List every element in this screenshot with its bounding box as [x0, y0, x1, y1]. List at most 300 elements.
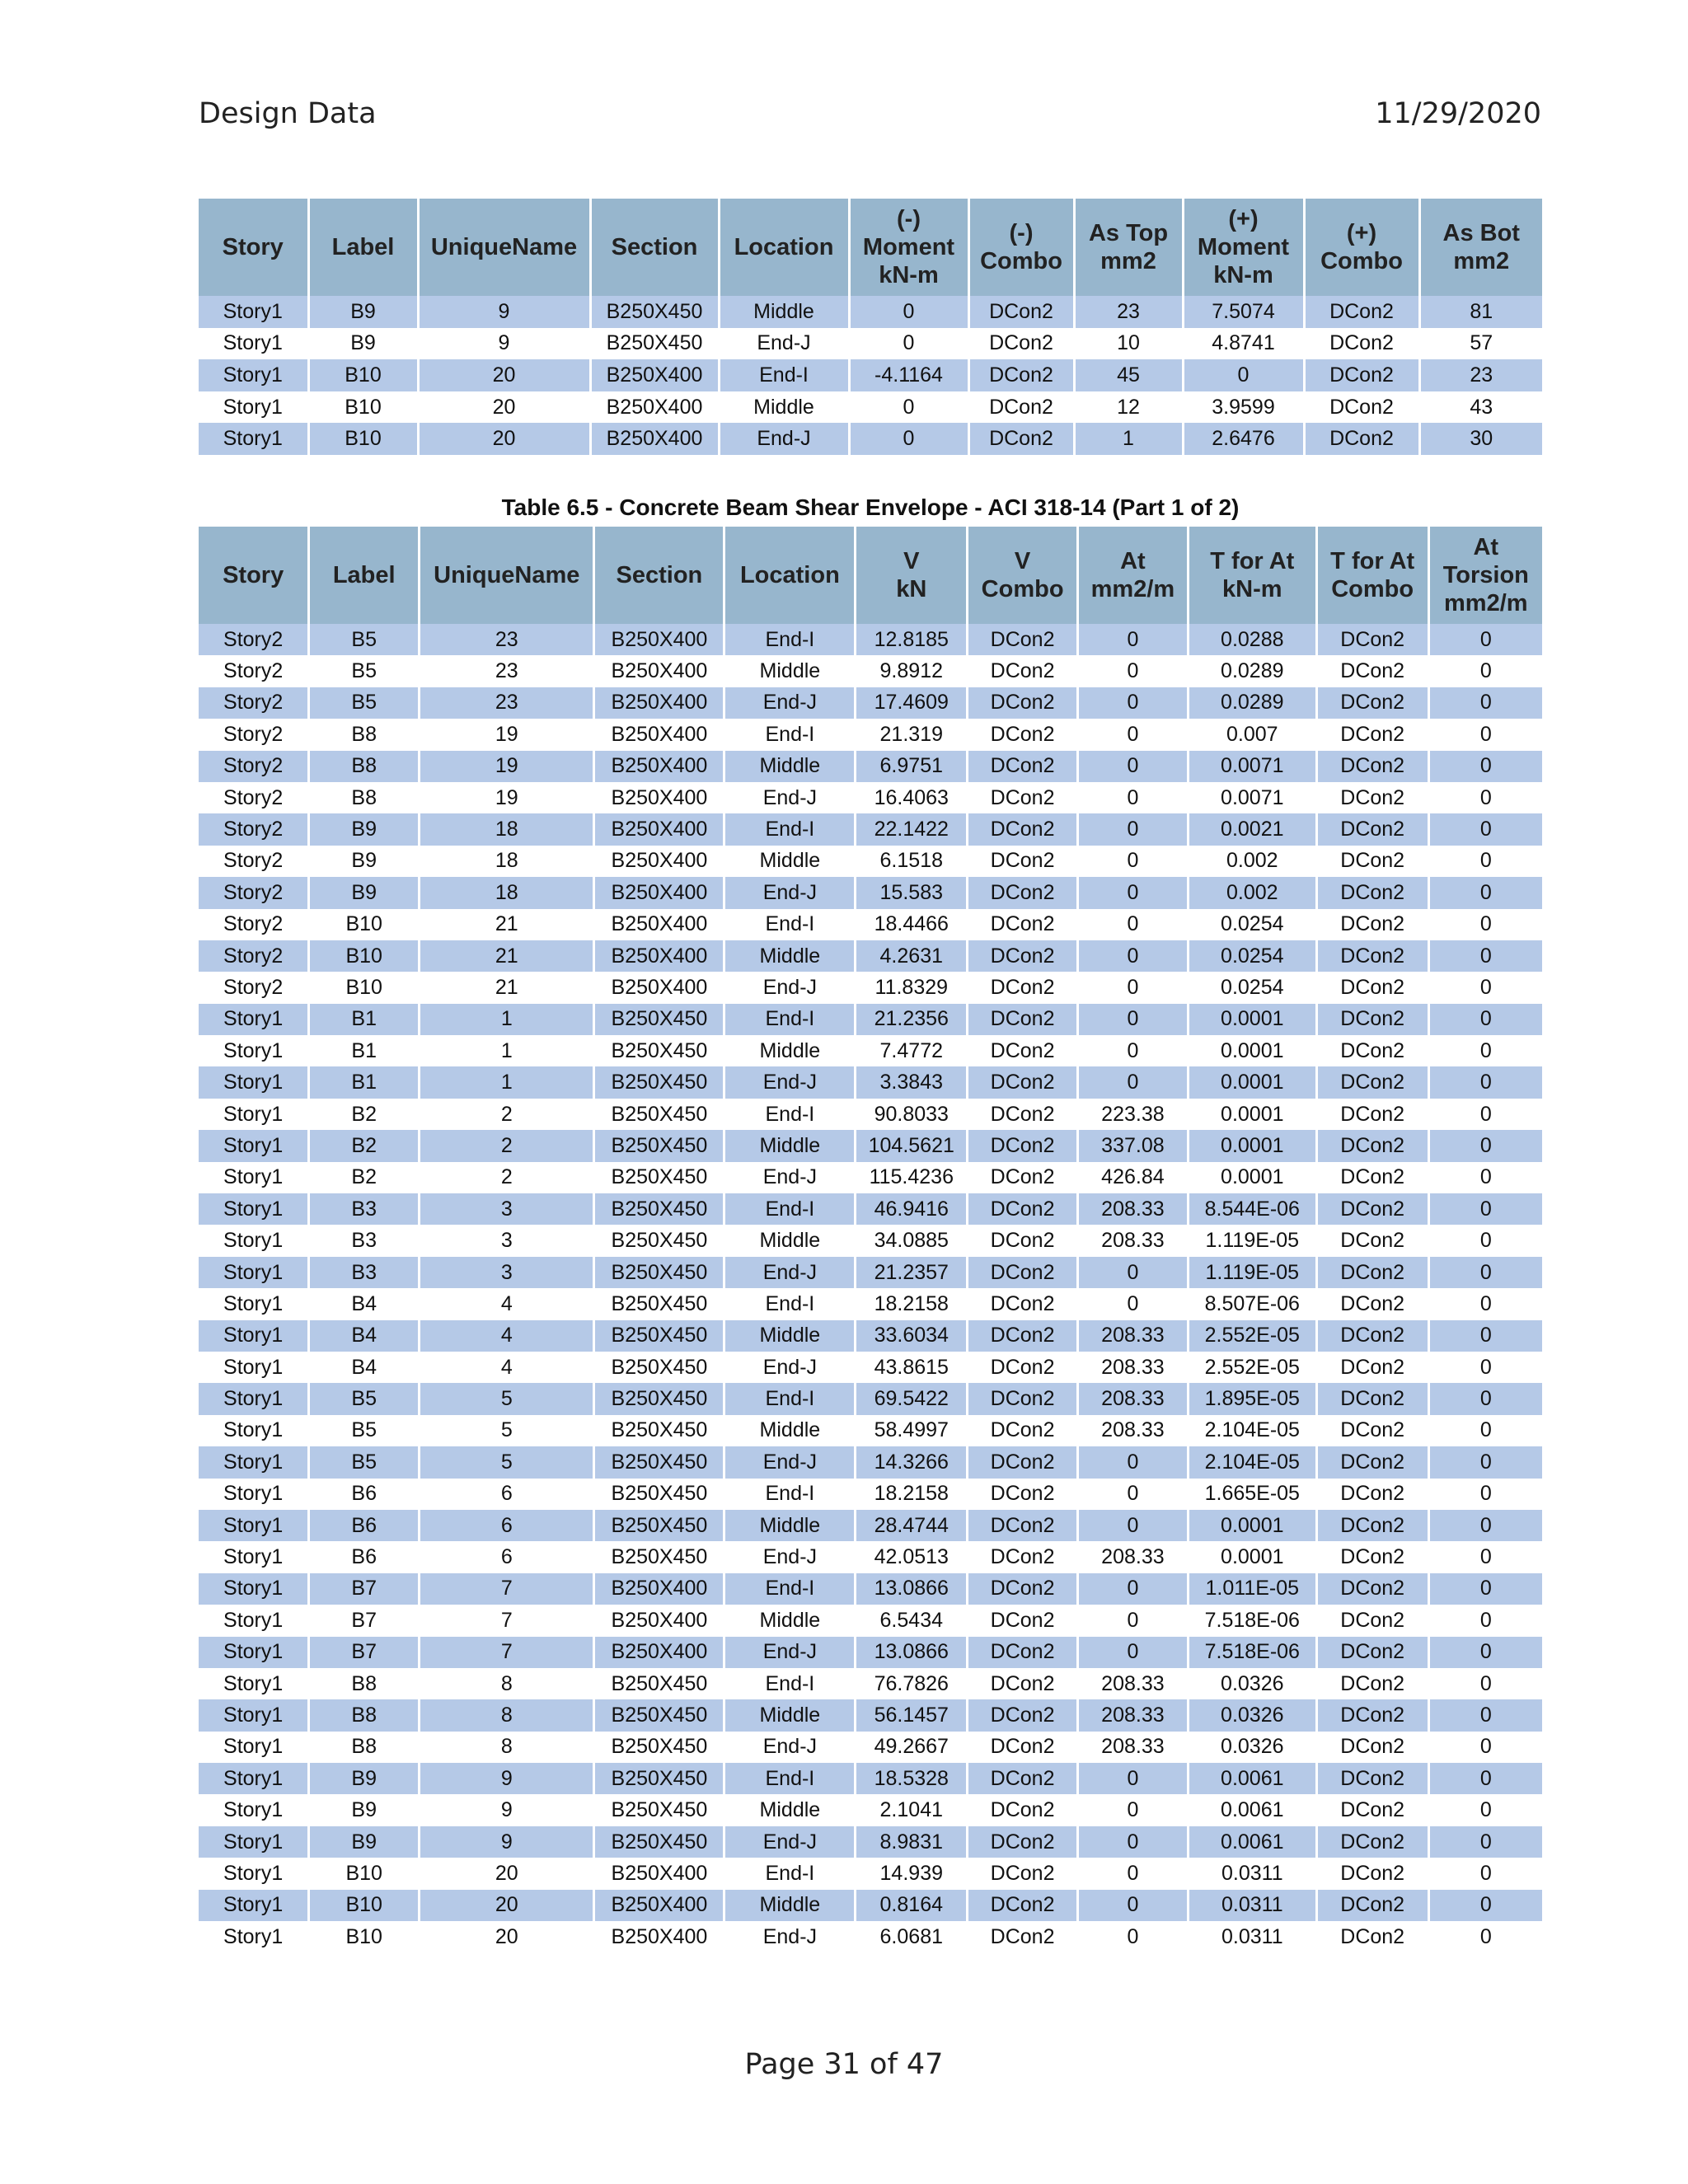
table-cell: 12.8185	[856, 624, 968, 655]
table-cell: 9	[420, 1826, 594, 1858]
column-header	[308, 199, 418, 296]
table-row	[199, 1794, 1542, 1825]
table-cell: DCon2	[968, 1732, 1078, 1763]
table-cell: 0	[1428, 972, 1542, 1003]
table-cell: DCon2	[968, 687, 1078, 719]
table-cell: B7	[309, 1605, 420, 1636]
table-cell: End-I	[724, 719, 856, 750]
column-header	[968, 527, 1078, 624]
table-cell: Story1	[199, 1257, 309, 1288]
table-cell: B250X400	[594, 1605, 724, 1636]
table-cell: End-I	[724, 813, 856, 845]
table-cell: 45	[1074, 359, 1183, 391]
table-cell: DCon2	[1316, 1130, 1428, 1161]
table-cell: DCon2	[968, 1921, 1078, 1952]
table-cell: B6	[309, 1479, 420, 1510]
table-cell: B9	[309, 877, 420, 908]
table-cell: 8	[420, 1732, 594, 1763]
table-cell: DCon2	[1316, 1320, 1428, 1352]
table-cell: 0	[1428, 1921, 1542, 1952]
table-cell: 18.4466	[856, 909, 968, 940]
table-cell: End-J	[724, 1732, 856, 1763]
table-cell: Story1	[199, 423, 308, 455]
table-cell: B250X450	[594, 1668, 724, 1699]
table-cell: B3	[309, 1225, 420, 1256]
table-cell: 0	[1428, 1383, 1542, 1414]
table-cell: B250X450	[594, 1225, 724, 1256]
table-cell: 0	[1428, 1446, 1542, 1478]
table-cell: DCon2	[1316, 1162, 1428, 1193]
table-cell: B250X400	[594, 813, 724, 845]
table-cell: End-I	[724, 1193, 856, 1225]
table-cell: 7	[420, 1605, 594, 1636]
table-cell: Middle	[724, 1320, 856, 1352]
table-cell: DCon2	[1316, 813, 1428, 845]
table-cell: B5	[309, 1415, 420, 1446]
table-cell: 56.1457	[856, 1699, 968, 1731]
table-cell: 2	[420, 1130, 594, 1161]
table-cell: B250X450	[590, 296, 719, 328]
table-cell: 0	[1078, 1605, 1189, 1636]
table-cell: 0	[1428, 1225, 1542, 1256]
column-header-line: Location	[739, 562, 840, 588]
table-cell: 3	[420, 1257, 594, 1288]
table-cell: DCon2	[968, 359, 1074, 391]
column-header	[1419, 199, 1542, 296]
table-cell: DCon2	[968, 877, 1078, 908]
table-cell: 81	[1419, 296, 1542, 328]
column-header-line: V	[903, 548, 920, 574]
table-cell: B8	[309, 751, 420, 782]
table-cell: DCon2	[968, 328, 1074, 360]
table-cell: 0	[1078, 1288, 1189, 1319]
table-cell: 0	[1078, 624, 1189, 655]
table-cell: Story2	[199, 655, 309, 687]
table-row	[199, 877, 1542, 908]
table-row	[199, 1004, 1542, 1035]
table-cell: 0	[1078, 1446, 1189, 1478]
table-cell: 18.2158	[856, 1479, 968, 1510]
table-cell: Story1	[199, 1732, 309, 1763]
table-cell: B250X450	[594, 1099, 724, 1130]
table-row	[199, 813, 1542, 845]
table-cell: 2	[420, 1099, 594, 1130]
table-cell: End-J	[724, 1066, 856, 1098]
table-cell: End-I	[719, 359, 849, 391]
table-cell: End-I	[724, 909, 856, 940]
table-row	[199, 1352, 1542, 1383]
table-cell: Story2	[199, 940, 309, 972]
table-cell: End-J	[724, 1826, 856, 1858]
table-cell: B250X450	[594, 1352, 724, 1383]
table-cell: 20	[420, 1921, 594, 1952]
table-cell: End-I	[724, 1573, 856, 1605]
table-cell: B250X450	[594, 1479, 724, 1510]
table-row	[199, 1225, 1542, 1256]
column-header	[849, 199, 968, 296]
table-cell: 0.0001	[1188, 1162, 1316, 1193]
table-cell: Story1	[199, 1794, 309, 1825]
table-cell: Middle	[724, 846, 856, 877]
column-header-line: V Combo	[981, 548, 1064, 602]
table-row	[199, 1732, 1542, 1763]
table-cell: B10	[309, 940, 420, 972]
table-cell: DCon2	[1316, 1763, 1428, 1794]
table-cell: DCon2	[968, 1510, 1078, 1541]
table-cell: B6	[309, 1510, 420, 1541]
table-cell: DCon2	[968, 1352, 1078, 1383]
table-cell: Story1	[199, 1162, 309, 1193]
table-cell: 0	[1078, 687, 1189, 719]
table-cell: B7	[309, 1637, 420, 1668]
table-cell: 0	[1428, 687, 1542, 719]
table-cell: DCon2	[968, 1605, 1078, 1636]
table-cell: 0	[1428, 1732, 1542, 1763]
table-cell: 18.2158	[856, 1288, 968, 1319]
table-cell: 9	[420, 1763, 594, 1794]
table-cell: B5	[309, 655, 420, 687]
table-cell: DCon2	[968, 655, 1078, 687]
table-cell: 0	[1078, 1510, 1189, 1541]
beam-flexure-table-header	[199, 199, 1542, 296]
column-header-line: mm2/m	[1444, 590, 1528, 616]
table-cell: End-J	[719, 328, 849, 360]
table-cell: 0.0071	[1188, 782, 1316, 813]
table-cell: 208.33	[1078, 1383, 1189, 1414]
table-cell: 0.0001	[1188, 1541, 1316, 1572]
table-cell: B250X450	[594, 1257, 724, 1288]
table-cell: 0.0289	[1188, 687, 1316, 719]
table-cell: End-J	[719, 423, 849, 455]
table-cell: End-J	[724, 1162, 856, 1193]
table-cell: 0.0001	[1188, 1035, 1316, 1066]
table-cell: 6.0681	[856, 1921, 968, 1952]
table-cell: DCon2	[1316, 655, 1428, 687]
table-cell: 0	[1183, 359, 1304, 391]
table-cell: 3	[420, 1225, 594, 1256]
table-cell: 1	[1074, 423, 1183, 455]
table-cell: 20	[418, 423, 590, 455]
table-cell: DCon2	[1316, 1446, 1428, 1478]
column-header-line: Torsion	[1442, 562, 1529, 588]
table-cell: End-I	[724, 1479, 856, 1510]
table-cell: 9	[418, 328, 590, 360]
table-cell: 0	[1428, 1415, 1542, 1446]
table-cell: B250X400	[594, 1921, 724, 1952]
table-cell: DCon2	[968, 972, 1078, 1003]
table-cell: 33.6034	[856, 1320, 968, 1352]
table-cell: 0	[1428, 940, 1542, 972]
table-cell: B5	[309, 1446, 420, 1478]
table-row	[199, 1099, 1542, 1130]
table-cell: B250X400	[590, 391, 719, 424]
column-header	[1304, 199, 1419, 296]
table-cell: DCon2	[968, 1763, 1078, 1794]
table-row	[199, 1446, 1542, 1478]
table-cell: 30	[1419, 423, 1542, 455]
table-cell: B10	[308, 423, 418, 455]
table-cell: End-J	[724, 1637, 856, 1668]
table-cell: DCon2	[968, 1890, 1078, 1921]
table-cell: DCon2	[968, 1004, 1078, 1035]
table-cell: B10	[308, 359, 418, 391]
table-cell: 20	[418, 359, 590, 391]
column-header	[968, 199, 1074, 296]
table-row	[199, 719, 1542, 750]
table-cell: B250X400	[594, 846, 724, 877]
table-cell: Story1	[199, 328, 308, 360]
table-cell: -4.1164	[849, 359, 968, 391]
table-cell: 0	[1428, 877, 1542, 908]
table-cell: 0	[1078, 1257, 1189, 1288]
table-cell: DCon2	[968, 1541, 1078, 1572]
table-cell: 0	[1428, 1320, 1542, 1352]
table-cell: B250X450	[594, 1763, 724, 1794]
table-row	[199, 1921, 1542, 1952]
table-cell: 0	[1078, 1479, 1189, 1510]
table-cell: 5	[420, 1383, 594, 1414]
table-cell: 0	[1078, 877, 1189, 908]
table-cell: 0	[1428, 1541, 1542, 1572]
table-cell: 21.319	[856, 719, 968, 750]
table-cell: 0	[1428, 1510, 1542, 1541]
table-cell: 0.0061	[1188, 1826, 1316, 1858]
table-cell: Story1	[199, 1637, 309, 1668]
table-cell: B250X450	[594, 1035, 724, 1066]
table-cell: Story1	[199, 1763, 309, 1794]
table-cell: B250X400	[594, 972, 724, 1003]
table-row	[199, 751, 1542, 782]
table-cell: End-J	[724, 1921, 856, 1952]
table-cell: 7.5074	[1183, 296, 1304, 328]
table-cell: 13.0866	[856, 1573, 968, 1605]
table-cell: B5	[309, 1383, 420, 1414]
table-cell: B250X450	[594, 1732, 724, 1763]
table-cell: 0	[1428, 1352, 1542, 1383]
table-cell: B250X450	[594, 1320, 724, 1352]
table-cell: 0	[1428, 655, 1542, 687]
table-cell: 2.6476	[1183, 423, 1304, 455]
table-cell: 0	[1428, 1858, 1542, 1889]
column-header	[199, 527, 309, 624]
table-cell: 18.5328	[856, 1763, 968, 1794]
table-cell: DCon2	[1316, 1890, 1428, 1921]
table-cell: 0	[1428, 782, 1542, 813]
table-cell: 0	[1078, 751, 1189, 782]
table-cell: B250X400	[594, 751, 724, 782]
table-cell: 15.583	[856, 877, 968, 908]
table-cell: B250X450	[594, 1383, 724, 1414]
table-cell: Story1	[199, 1288, 309, 1319]
table-cell: B250X400	[590, 423, 719, 455]
table-cell: 23	[420, 624, 594, 655]
table-cell: 21.2357	[856, 1257, 968, 1288]
table-cell: 1	[420, 1066, 594, 1098]
table-cell: DCon2	[1316, 1383, 1428, 1414]
table-cell: DCon2	[968, 1257, 1078, 1288]
table-cell: 90.8033	[856, 1099, 968, 1130]
table-cell: B8	[309, 1668, 420, 1699]
table-cell: DCon2	[1316, 877, 1428, 908]
column-header	[1074, 199, 1183, 296]
column-header-line: Story	[222, 234, 284, 260]
table-cell: 208.33	[1078, 1320, 1189, 1352]
table-cell: 0	[1078, 940, 1189, 972]
table-cell: 0.0071	[1188, 751, 1316, 782]
table-cell: B250X400	[594, 687, 724, 719]
column-header-line: As Top	[1088, 220, 1169, 246]
column-header	[1316, 527, 1428, 624]
table-cell: DCon2	[968, 296, 1074, 328]
table-cell: B250X400	[594, 909, 724, 940]
table-row	[199, 423, 1542, 455]
table-cell: 19	[420, 782, 594, 813]
table-cell: Middle	[724, 1225, 856, 1256]
table-cell: 34.0885	[856, 1225, 968, 1256]
table-cell: 18	[420, 846, 594, 877]
table-cell: 0	[849, 296, 968, 328]
table-row	[199, 1193, 1542, 1225]
table-cell: B250X400	[594, 940, 724, 972]
table-cell: Story1	[199, 359, 308, 391]
table-cell: 0.0326	[1188, 1732, 1316, 1763]
table-cell: Middle	[724, 1130, 856, 1161]
table-cell: 8.9831	[856, 1826, 968, 1858]
table-cell: B250X400	[594, 1573, 724, 1605]
table-cell: 21	[420, 909, 594, 940]
table-cell: 4	[420, 1288, 594, 1319]
table-cell: 18	[420, 813, 594, 845]
table-cell: 0.0326	[1188, 1668, 1316, 1699]
table-cell: B10	[309, 1921, 420, 1952]
table-cell: DCon2	[1316, 1794, 1428, 1825]
column-header	[1428, 527, 1542, 624]
beam-flexure-table-body	[199, 296, 1542, 455]
table-cell: 7.518E-06	[1188, 1637, 1316, 1668]
column-header	[309, 527, 420, 624]
table-cell: Story1	[199, 1320, 309, 1352]
table-cell: 0.002	[1188, 877, 1316, 908]
table-cell: End-I	[724, 1383, 856, 1414]
table-cell: Story1	[199, 1541, 309, 1572]
table-cell: 57	[1419, 328, 1542, 360]
column-header-line: Moment	[862, 234, 955, 260]
table-cell: 0	[1428, 1890, 1542, 1921]
column-header	[724, 527, 856, 624]
table-cell: 9	[418, 296, 590, 328]
table-cell: 4	[420, 1352, 594, 1383]
column-header	[420, 527, 594, 624]
table-cell: 208.33	[1078, 1225, 1189, 1256]
table-cell: DCon2	[968, 751, 1078, 782]
table-cell: B1	[309, 1066, 420, 1098]
table-cell: 21	[420, 972, 594, 1003]
table-cell: 0	[1078, 1826, 1189, 1858]
table-cell: DCon2	[1316, 940, 1428, 972]
column-header-line: Label	[332, 562, 396, 588]
column-header	[418, 199, 590, 296]
table-cell: B8	[309, 719, 420, 750]
table-cell: DCon2	[1316, 1352, 1428, 1383]
table-cell: Story1	[199, 391, 308, 424]
table-cell: 2	[420, 1162, 594, 1193]
column-header	[590, 199, 719, 296]
table-cell: B250X450	[594, 1826, 724, 1858]
table-cell: Story1	[199, 1699, 309, 1731]
table-cell: DCon2	[1316, 1193, 1428, 1225]
column-header-line: Section	[611, 234, 698, 260]
table-cell: 0	[1428, 1288, 1542, 1319]
table-cell: 0	[1078, 972, 1189, 1003]
table-cell: DCon2	[968, 1225, 1078, 1256]
table-cell: DCon2	[968, 1858, 1078, 1889]
table-cell: 426.84	[1078, 1162, 1189, 1193]
table-row	[199, 782, 1542, 813]
table-cell: Story1	[199, 1130, 309, 1161]
table-cell: 14.939	[856, 1858, 968, 1889]
table-cell: 337.08	[1078, 1130, 1189, 1161]
table-cell: Story2	[199, 846, 309, 877]
table-row	[199, 1257, 1542, 1288]
table-cell: B9	[309, 1794, 420, 1825]
table-cell: 7	[420, 1637, 594, 1668]
table-cell: 0	[1078, 813, 1189, 845]
table-cell: 0	[1428, 1162, 1542, 1193]
table-cell: 0	[1428, 1099, 1542, 1130]
table-cell: B250X400	[594, 624, 724, 655]
table-cell: Story2	[199, 877, 309, 908]
table-cell: End-J	[724, 1257, 856, 1288]
table-cell: Middle	[724, 1035, 856, 1066]
table-cell: 23	[1419, 359, 1542, 391]
table-cell: DCon2	[968, 719, 1078, 750]
table-cell: Story1	[199, 1035, 309, 1066]
table-cell: Middle	[724, 1699, 856, 1731]
table-row	[199, 624, 1542, 655]
table-cell: DCon2	[1316, 846, 1428, 877]
table-cell: DCon2	[968, 1699, 1078, 1731]
table-cell: Middle	[724, 1605, 856, 1636]
table-cell: 20	[420, 1858, 594, 1889]
column-header	[594, 527, 724, 624]
table-cell: Story1	[199, 1479, 309, 1510]
table-cell: 0	[1428, 1763, 1542, 1794]
table-cell: B250X400	[594, 1637, 724, 1668]
table-row	[199, 972, 1542, 1003]
table-row	[199, 1383, 1542, 1414]
table-cell: DCon2	[1316, 909, 1428, 940]
table-cell: 3.3843	[856, 1066, 968, 1098]
table-cell: DCon2	[968, 1479, 1078, 1510]
table-cell: DCon2	[1316, 1479, 1428, 1510]
table-cell: Story1	[199, 1225, 309, 1256]
table-cell: 0	[1078, 1066, 1189, 1098]
table-cell: B250X400	[590, 359, 719, 391]
table-cell: 7	[420, 1573, 594, 1605]
table-row	[199, 1066, 1542, 1098]
table-cell: DCon2	[1316, 1732, 1428, 1763]
table-cell: B250X450	[594, 1066, 724, 1098]
table-cell: Story1	[199, 1446, 309, 1478]
table-cell: 5	[420, 1446, 594, 1478]
table-cell: DCon2	[1316, 1288, 1428, 1319]
column-header-line: At	[1120, 548, 1146, 574]
page-header-date: 11/29/2020	[1375, 97, 1541, 130]
table-cell: B3	[309, 1257, 420, 1288]
table-row	[199, 1858, 1542, 1889]
table-cell: 46.9416	[856, 1193, 968, 1225]
table-cell: DCon2	[1316, 1573, 1428, 1605]
